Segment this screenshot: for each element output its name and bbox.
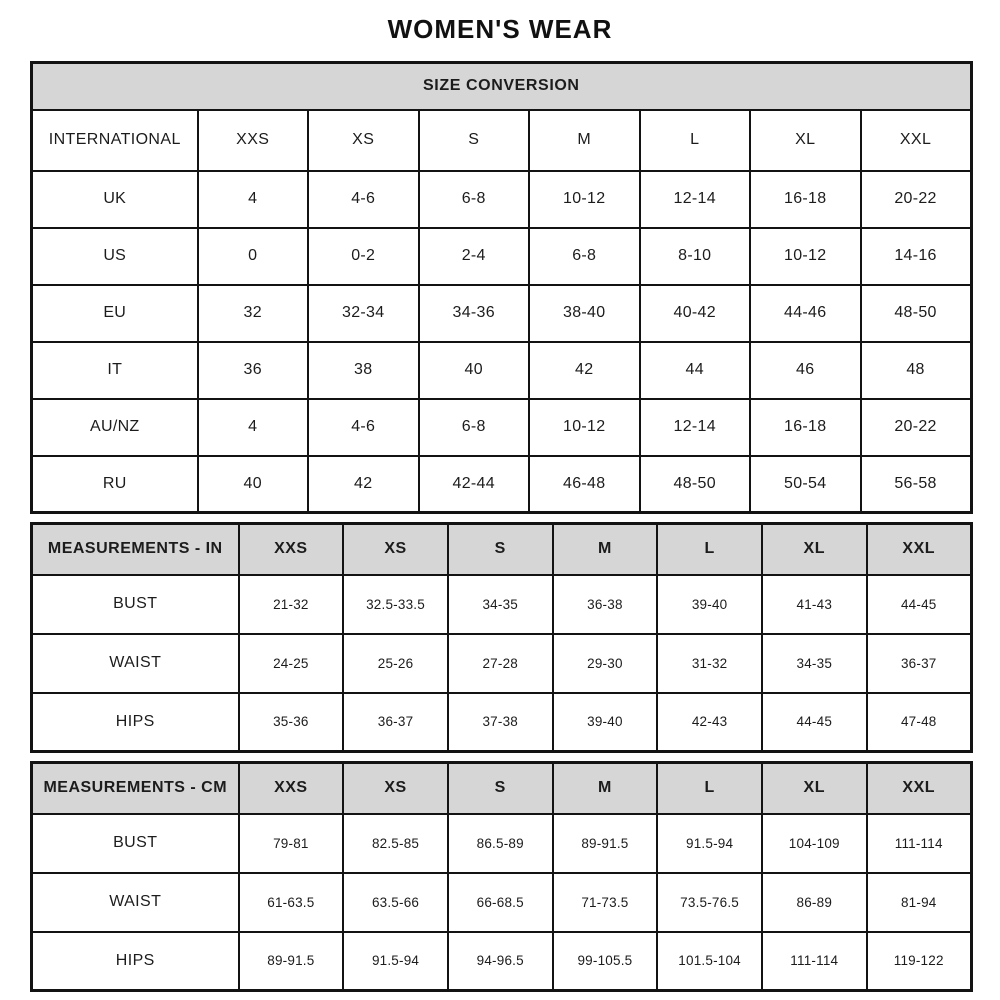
value-cell: 44-45 [867,575,972,634]
value-cell: 12-14 [640,399,751,456]
size-column-header: XXL [861,110,972,171]
row-label: WAIST [32,634,239,693]
size-column-header: M [553,524,658,575]
value-cell: 39-40 [553,693,658,752]
value-cell: 38-40 [529,285,640,342]
measurements-cm-table [30,761,973,992]
value-cell: 91.5-94 [343,932,448,991]
value-cell: 6-8 [529,228,640,285]
value-cell: 111-114 [762,932,867,991]
value-cell: 32.5-33.5 [343,575,448,634]
value-cell: 48 [861,342,972,399]
row-label: WAIST [32,873,239,932]
value-cell: 25-26 [343,634,448,693]
table-row [32,399,972,456]
value-cell: 82.5-85 [343,814,448,873]
value-cell: 6-8 [419,399,530,456]
table-row [32,228,972,285]
value-cell: 56-58 [861,456,972,513]
value-cell: 101.5-104 [657,932,762,991]
table-row [32,342,972,399]
table-row [32,285,972,342]
table-row [32,575,972,634]
value-cell: 42 [308,456,419,513]
size-conversion-header-row [32,110,972,171]
size-column-header: L [640,110,751,171]
size-column-header: L [657,763,762,814]
size-column-header: XS [343,524,448,575]
size-conversion-table [30,61,973,514]
row-label: AU/NZ [32,399,198,456]
row-label: US [32,228,198,285]
value-cell: 32 [198,285,309,342]
value-cell: 73.5-76.5 [657,873,762,932]
value-cell: 21-32 [239,575,344,634]
value-cell: 44 [640,342,751,399]
corner-label: INTERNATIONAL [32,110,198,171]
value-cell: 36-37 [867,634,972,693]
value-cell: 46 [750,342,861,399]
value-cell: 111-114 [867,814,972,873]
size-column-header: S [448,524,553,575]
value-cell: 20-22 [861,171,972,228]
value-cell: 79-81 [239,814,344,873]
value-cell: 48-50 [640,456,751,513]
row-label: EU [32,285,198,342]
size-column-header: XXL [867,524,972,575]
value-cell: 16-18 [750,399,861,456]
value-cell: 16-18 [750,171,861,228]
value-cell: 40 [419,342,530,399]
value-cell: 10-12 [750,228,861,285]
value-cell: 44-45 [762,693,867,752]
value-cell: 4-6 [308,399,419,456]
size-column-header: XXS [239,763,344,814]
value-cell: 10-12 [529,171,640,228]
row-label: HIPS [32,932,239,991]
measurements-in-header-row [32,524,972,575]
size-column-header: XXS [239,524,344,575]
value-cell: 37-38 [448,693,553,752]
size-conversion-banner-row [32,63,972,110]
size-column-header: XL [762,524,867,575]
value-cell: 0-2 [308,228,419,285]
value-cell: 14-16 [861,228,972,285]
table-row [32,693,972,752]
value-cell: 2-4 [419,228,530,285]
value-cell: 10-12 [529,399,640,456]
value-cell: 81-94 [867,873,972,932]
value-cell: 32-34 [308,285,419,342]
size-column-header: XS [308,110,419,171]
value-cell: 42-43 [657,693,762,752]
size-column-header: XL [762,763,867,814]
table-row [32,932,972,991]
value-cell: 42-44 [419,456,530,513]
size-column-header: S [419,110,530,171]
row-label: HIPS [32,693,239,752]
page-title: WOMEN'S WEAR [387,14,613,44]
table-row [32,171,972,228]
size-column-header: L [657,524,762,575]
table-row [32,456,972,513]
measurements-in-table [30,522,973,753]
corner-label: MEASUREMENTS - CM [32,763,239,814]
measurements-cm-header-row [32,763,972,814]
value-cell: 4 [198,399,309,456]
value-cell: 104-109 [762,814,867,873]
value-cell: 4-6 [308,171,419,228]
value-cell: 8-10 [640,228,751,285]
value-cell: 29-30 [553,634,658,693]
size-column-header: XXL [867,763,972,814]
value-cell: 36-37 [343,693,448,752]
value-cell: 34-36 [419,285,530,342]
value-cell: 71-73.5 [553,873,658,932]
value-cell: 0 [198,228,309,285]
value-cell: 91.5-94 [657,814,762,873]
value-cell: 99-105.5 [553,932,658,991]
tables-container [30,61,970,992]
value-cell: 27-28 [448,634,553,693]
row-label: RU [32,456,198,513]
value-cell: 31-32 [657,634,762,693]
value-cell: 44-46 [750,285,861,342]
value-cell: 50-54 [750,456,861,513]
value-cell: 36-38 [553,575,658,634]
table-row [32,814,972,873]
value-cell: 89-91.5 [239,932,344,991]
size-column-header: XXS [198,110,309,171]
size-column-header: M [553,763,658,814]
size-column-header: XL [750,110,861,171]
value-cell: 24-25 [239,634,344,693]
row-label: IT [32,342,198,399]
value-cell: 34-35 [762,634,867,693]
value-cell: 47-48 [867,693,972,752]
value-cell: 36 [198,342,309,399]
table-banner-title: SIZE CONVERSION [32,63,972,110]
value-cell: 20-22 [861,399,972,456]
value-cell: 35-36 [239,693,344,752]
value-cell: 42 [529,342,640,399]
row-label: BUST [32,814,239,873]
value-cell: 119-122 [867,932,972,991]
value-cell: 12-14 [640,171,751,228]
value-cell: 40 [198,456,309,513]
value-cell: 46-48 [529,456,640,513]
value-cell: 86.5-89 [448,814,553,873]
corner-label: MEASUREMENTS - IN [32,524,239,575]
size-column-header: M [529,110,640,171]
table-row [32,634,972,693]
value-cell: 63.5-66 [343,873,448,932]
table-row [32,873,972,932]
size-column-header: S [448,763,553,814]
value-cell: 6-8 [419,171,530,228]
value-cell: 41-43 [762,575,867,634]
size-column-header: XS [343,763,448,814]
value-cell: 48-50 [861,285,972,342]
value-cell: 34-35 [448,575,553,634]
value-cell: 40-42 [640,285,751,342]
row-label: BUST [32,575,239,634]
value-cell: 61-63.5 [239,873,344,932]
value-cell: 66-68.5 [448,873,553,932]
value-cell: 94-96.5 [448,932,553,991]
value-cell: 39-40 [657,575,762,634]
value-cell: 4 [198,171,309,228]
row-label: UK [32,171,198,228]
value-cell: 86-89 [762,873,867,932]
value-cell: 38 [308,342,419,399]
value-cell: 89-91.5 [553,814,658,873]
